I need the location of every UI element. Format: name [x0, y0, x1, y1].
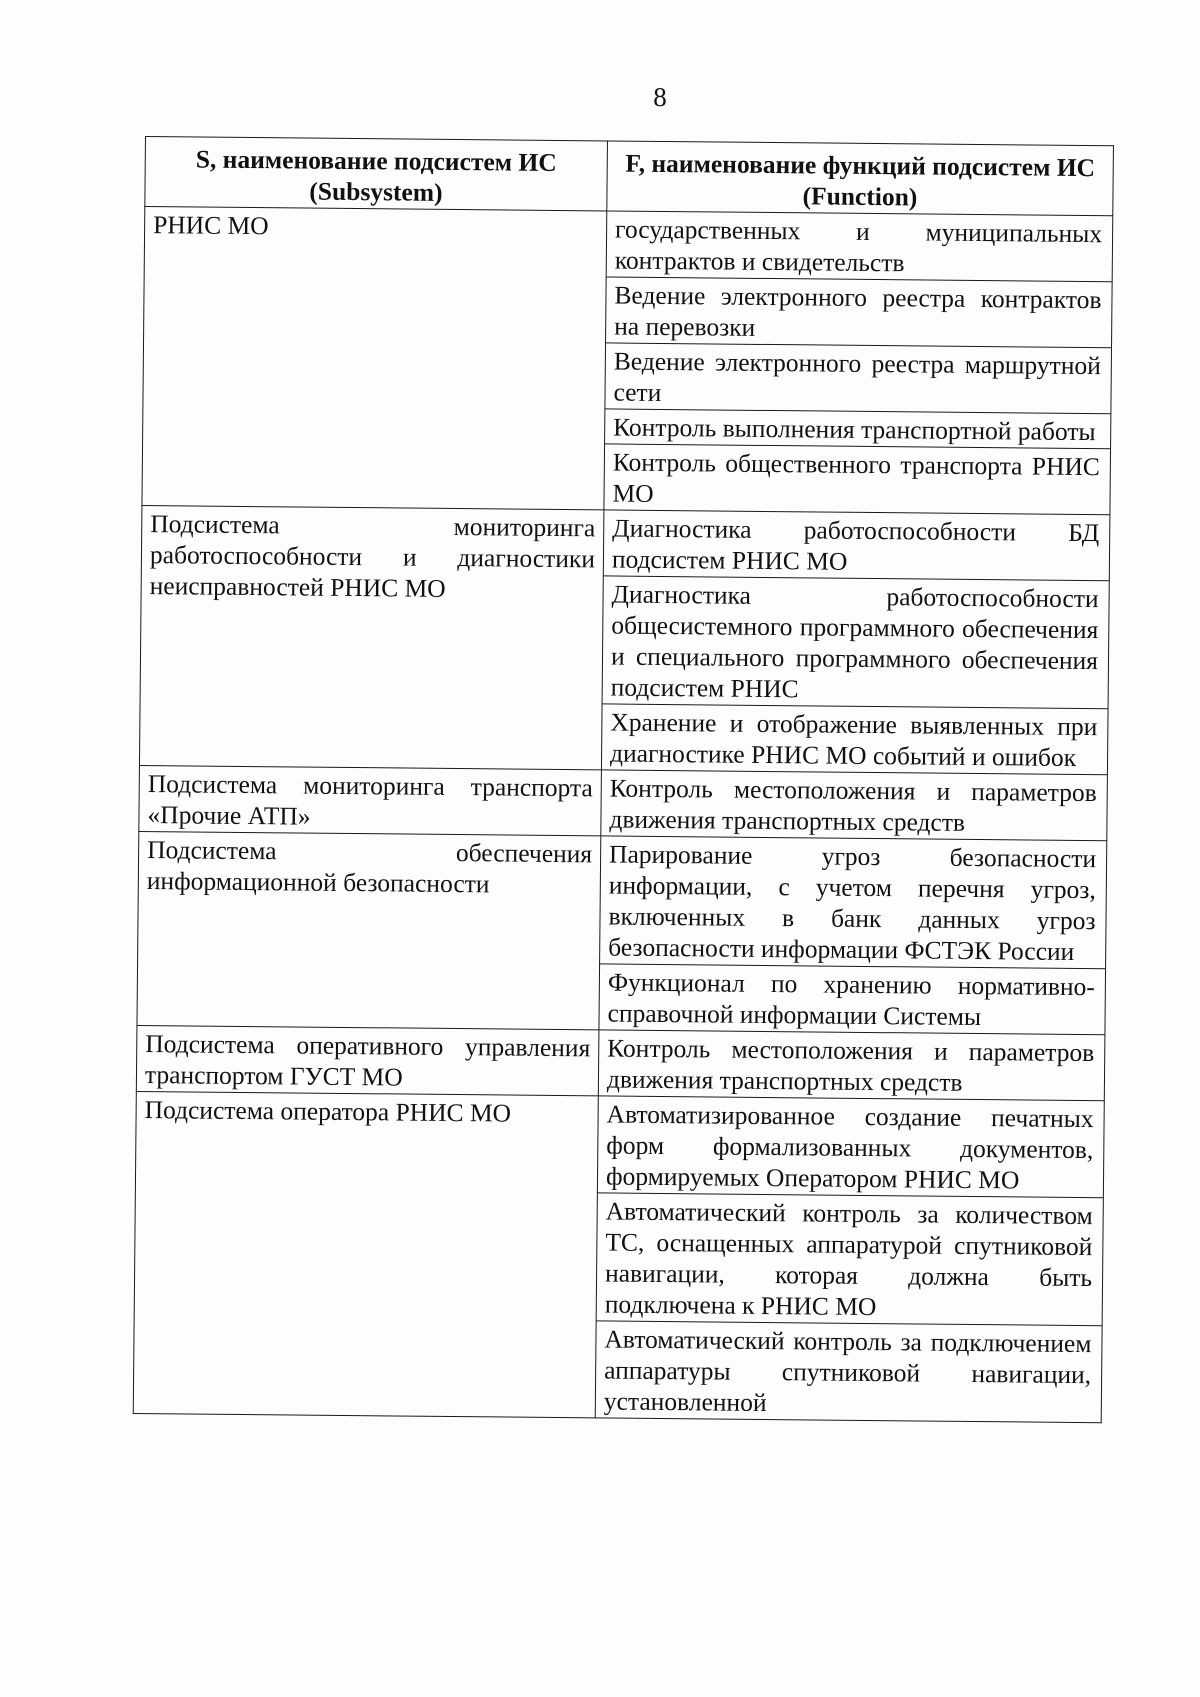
- table-row: [138, 831, 1107, 968]
- function-cell: Ведение электронного реестра контрактов на перевозки: [606, 277, 1113, 348]
- function-cell: Контроль местоположения и параметров движения транспортных средств: [601, 770, 1108, 841]
- function-cell: Автоматизированное создание печатных форм формализованных документов, формируемых Оператором РНИС МО: [597, 1096, 1104, 1198]
- function-cell: Парирование угроз безопасности информации, с учетом перечня угроз, включенных в банк данных угроз безопасности информации ФСТЭК России: [600, 836, 1107, 969]
- function-cell: Контроль общественного транспорта РНИС МО: [604, 444, 1111, 515]
- table-row: [135, 1091, 1104, 1197]
- table-header-row: [145, 137, 1114, 216]
- function-cell: Диагностика работоспособности общесистемного программного обеспечения и специального программного обеспечения подсистем РНИС: [602, 576, 1109, 709]
- subsystem-function-table: [133, 136, 1113, 1423]
- header-function: F, наименование функций подсистем ИС (Function): [607, 141, 1114, 216]
- function-cell: Функционал по хранению нормативно-справочной информации Системы: [599, 964, 1106, 1035]
- page-number: 8: [653, 82, 667, 112]
- table-row: [144, 207, 1113, 282]
- function-cell: Ведение электронного реестра маршрутной сети: [605, 343, 1112, 414]
- subsystem-cell: Подсистема мониторинга транспорта «Прочие АТП»: [139, 765, 602, 835]
- function-cell: Контроль местоположения и параметров движения транспортных средств: [598, 1030, 1105, 1101]
- table-row: [136, 1025, 1105, 1100]
- function-cell: Автоматический контроль за подключением аппаратуры спутниковой навигации, установленной: [595, 1321, 1102, 1423]
- subsystem-cell: РНИС МО: [142, 207, 607, 510]
- function-cell: Диагностика работоспособности БД подсистем РНИС МО: [603, 510, 1110, 581]
- function-cell: Автоматический контроль за количеством ТС, оснащенных аппаратурой спутниковой навигации, которая должна быть подключена к РНИС МО: [596, 1193, 1103, 1326]
- table-row: [139, 765, 1108, 840]
- function-cell: Хранение и отображение выявленных при диагностике РНИС МО событий и ошибок: [601, 704, 1108, 775]
- subsystem-cell: Подсистема оперативного управления транспортом ГУСТ МО: [136, 1025, 599, 1095]
- subsystem-cell: Подсистема обеспечения информационной безопасности: [137, 831, 601, 1029]
- header-subsystem: S, наименование подсистем ИС (Subsystem): [145, 137, 608, 211]
- table-row: [141, 505, 1110, 580]
- function-cell: Контроль выполнения транспортной работы: [605, 409, 1111, 449]
- subsystem-cell: Подсистема мониторинга работоспособности и диагностики неисправностей РНИС МО: [139, 505, 603, 769]
- subsystem-cell: Подсистема оператора РНИС МО: [133, 1091, 598, 1417]
- function-cell: государственных и муниципальных контрактов и свидетельств: [606, 211, 1113, 282]
